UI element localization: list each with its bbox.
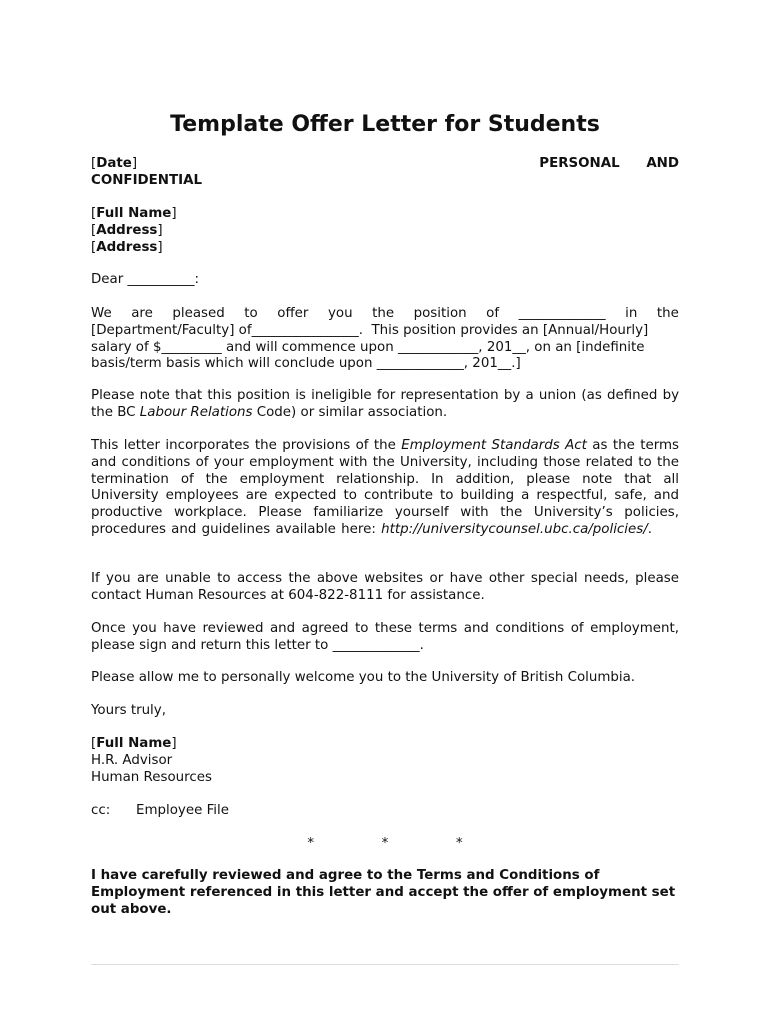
confidential-line2: CONFIDENTIAL (91, 172, 203, 188)
date-placeholder: [Date] (91, 156, 138, 171)
document-title: Template Offer Letter for Students (170, 112, 600, 137)
separator-star: * (455, 836, 463, 851)
header-row (91, 156, 679, 173)
offer-paragraph-word: _____________ (518, 306, 606, 321)
offer-paragraph-line-1 (91, 306, 679, 323)
recipient-address-2: [Address] (91, 239, 163, 255)
offer-paragraph-line-2: [Department/Faculty] of________________. This position provides an [Annual/Hourly] (91, 322, 649, 338)
letter-header (91, 156, 679, 190)
offer-paragraph-word: of (486, 306, 500, 321)
separator-star: * (381, 836, 389, 851)
welcome-paragraph: Please allow me to personally welcome you to the University of British Columbia. (91, 670, 636, 685)
offer-paragraph-word: pleased (172, 306, 225, 321)
offer-paragraph (91, 306, 679, 373)
signer-department: Human Resources (91, 769, 212, 785)
acceptance-statement: I have carefully reviewed and agree to the Terms and Conditions of Employment referenced in this letter and accept the offer of employment set out above. (91, 868, 676, 917)
offer-paragraph-word: the (372, 306, 395, 321)
act-name-italic: Labour Relations (139, 404, 253, 420)
offer-paragraph-word: We (91, 306, 112, 321)
separator-star: * (307, 836, 315, 851)
policies-link[interactable]: http://universitycounsel.ubc.ca/policies/ (381, 521, 648, 537)
provisions-paragraph: This letter incorporates the provisions of the Employment Standards Act as the terms and conditions of your employment with the University, including those related to the termination of the employment relationship. In addition, please note that all University employees are expected to contribute to building a respectful, safe, and productive workplace. Please familiarize yourself with the University’s policies, procedures and guidelines available here: http://universitycounsel.ubc.ca/policies/. (91, 438, 679, 537)
recipient-block (91, 206, 679, 256)
closing: Yours truly, (91, 703, 166, 718)
signer-name: [Full Name] (91, 736, 177, 751)
offer-paragraph-word: in (625, 306, 638, 321)
cc-line (91, 803, 679, 820)
offer-paragraph-line-4: basis/term basis which will conclude upon _____________, 201__.] (91, 356, 521, 372)
recipient-address-1: [Address] (91, 222, 163, 238)
offer-paragraph-word: you (327, 306, 353, 321)
union-paragraph: Please note that this position is ineligible for representation by a union (as defined by the BC Labour Relations Code) or similar association. (91, 388, 679, 420)
offer-paragraph-line-3: salary of $_________ and will commence upon ____________, 201__, on an [indefinite (91, 339, 645, 355)
return-paragraph: Once you have reviewed and agreed to these terms and conditions of employment, please sign and return this letter to _____________. (91, 621, 679, 653)
salutation: Dear __________: (91, 272, 199, 287)
access-paragraph: If you are unable to access the above websites or have other special needs, please contact Human Resources at 604-822-8111 for assistance. (91, 571, 679, 603)
separator (91, 836, 679, 853)
confidential-line1: PERSONAL AND (539, 156, 679, 171)
page-bottom-divider (91, 964, 679, 965)
offer-paragraph-word: offer (277, 306, 309, 321)
signature-block (91, 736, 679, 786)
offer-paragraph-word: position (413, 306, 467, 321)
offer-paragraph-word: are (131, 306, 153, 321)
act-name-italic: Employment Standards Act (401, 438, 587, 453)
cc-value: Employee File (136, 803, 229, 818)
signer-title: H.R. Advisor (91, 752, 173, 768)
offer-paragraph-word: to (244, 306, 258, 321)
recipient-name: [Full Name] (91, 206, 177, 221)
offer-paragraph-word: the (656, 306, 679, 321)
cc-label: cc: (91, 803, 111, 818)
